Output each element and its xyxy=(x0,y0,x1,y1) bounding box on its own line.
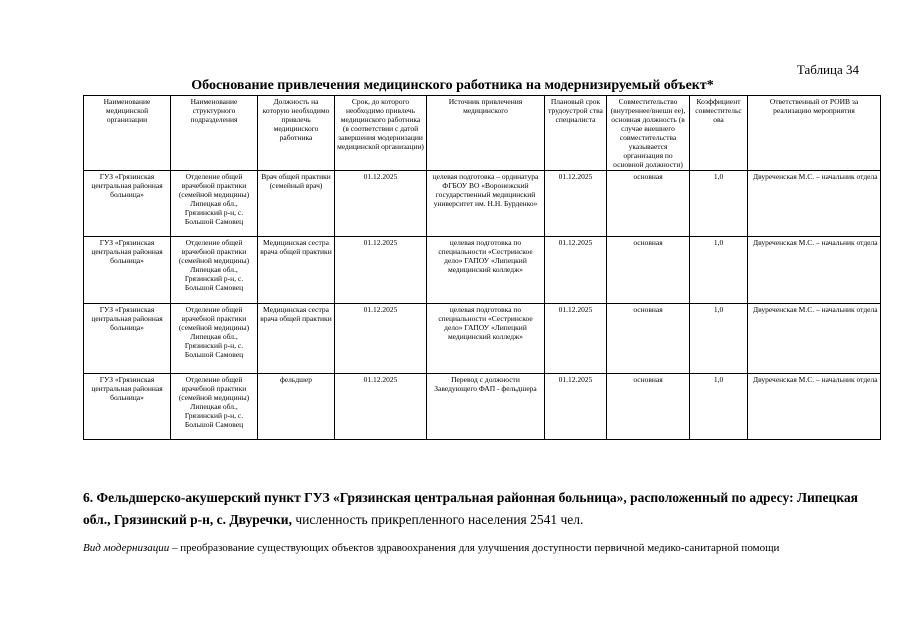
header-cell: Наименование структурного подразделения xyxy=(171,96,258,171)
header-cell: Коэффициент совместительс ова xyxy=(690,96,748,171)
table-cell: 01.12.2025 xyxy=(335,237,427,304)
table-cell: Двуреченская М.С. – начальник отдела xyxy=(748,304,881,374)
table-cell: Двуреченская М.С. – начальник отдела xyxy=(748,237,881,304)
table-cell: Врач общей практики (семейный врач) xyxy=(258,171,335,237)
header-row xyxy=(84,96,881,171)
table-row xyxy=(84,304,881,374)
table-cell: основная xyxy=(607,237,690,304)
justification-table xyxy=(83,95,881,440)
table-cell: Отделение общей врачебной практики (семейной медицины) Липецкая обл., Грязинский р-н, с. Большой Самовец xyxy=(171,171,258,237)
table-cell: 1,0 xyxy=(690,374,748,440)
table-cell: Отделение общей врачебной практики (семейной медицины) Липецкая обл., Грязинский р-н, с. Большой Самовец xyxy=(171,237,258,304)
table-number: Таблица 34 xyxy=(796,62,859,77)
table-cell: целевая подготовка – ординатура ФГБОУ ВО «Воронежский государственный медицинский университет им. Н.Н. Бурденко» xyxy=(427,171,545,237)
section-heading-bold: 6. Фельдшерско-акушерский пункт ГУЗ «Грязинская центральная районная больница», расположенный по адресу: Липецкая обл., Грязинский р-н, с. Двуречки, xyxy=(83,490,858,527)
table-cell: Двуреченская М.С. – начальник отдела xyxy=(748,171,881,237)
header-cell: Должность на которую необходимо привлечь медицинского работника xyxy=(258,96,335,171)
modernization-label: Вид модернизации xyxy=(83,542,170,554)
table-cell: 01.12.2025 xyxy=(335,304,427,374)
modernization-type xyxy=(83,540,843,557)
table-cell: основная xyxy=(607,171,690,237)
table-cell: Отделение общей врачебной практики (семейной медицины) Липецкая обл., Грязинский р-н, с. Большой Самовец xyxy=(171,374,258,440)
table-cell: ГУЗ «Грязинская центральная районная больница» xyxy=(84,237,171,304)
table-cell: Перевод с должности Заведующего ФАП - фельдшера xyxy=(427,374,545,440)
table-cell: 01.12.2025 xyxy=(545,374,607,440)
header-cell: Наименование медицинской организации xyxy=(84,96,171,171)
header-cell: Источник привлечения медицинского xyxy=(427,96,545,171)
section-heading xyxy=(83,487,873,531)
table-cell: основная xyxy=(607,304,690,374)
modernization-text: – преобразование существующих объектов здравоохранения для улучшения доступности первичной медико-санитарной помощи xyxy=(169,542,780,554)
table-cell: Отделение общей врачебной практики (семейной медицины) Липецкая обл., Грязинский р-н, с. Большой Самовец xyxy=(171,304,258,374)
table-cell: 01.12.2025 xyxy=(545,237,607,304)
table-row xyxy=(84,237,881,304)
table-cell: целевая подготовка по специальности «Сестринское дело» ГАПОУ «Липецкий медицинский колледж» xyxy=(427,304,545,374)
table-row xyxy=(84,171,881,237)
table-cell: ГУЗ «Грязинская центральная районная больница» xyxy=(84,171,171,237)
table-cell: Двуреченская М.С. – начальник отдела xyxy=(748,374,881,440)
table-cell: целевая подготовка по специальности «Сестринское дело» ГАПОУ «Липецкий медицинский колледж» xyxy=(427,237,545,304)
table-cell: 1,0 xyxy=(690,304,748,374)
table-title: Обоснование привлечения медицинского работника на модернизируемый объект* xyxy=(191,78,714,93)
table-cell: фельдшер xyxy=(258,374,335,440)
table-row xyxy=(84,374,881,440)
section-heading-population: численность прикрепленного населения 2541 чел. xyxy=(291,512,584,527)
table-cell: основная xyxy=(607,374,690,440)
table-cell: 01.12.2025 xyxy=(335,374,427,440)
table-cell: Медицинская сестра врача общей практики xyxy=(258,237,335,304)
table-cell: 01.12.2025 xyxy=(335,171,427,237)
header-cell: Срок, до которого необходимо привлечь медицинского работника (в соответствии с датой завершения модернизации медицинской организации) xyxy=(335,96,427,171)
header-cell: Совместительство (внутреннее/внешн ее), основная должность (в случае внешнего совместительства указывается организация по основной должности) xyxy=(607,96,690,171)
table-cell: ГУЗ «Грязинская центральная районная больница» xyxy=(84,374,171,440)
table-cell: 01.12.2025 xyxy=(545,171,607,237)
table-cell: Медицинская сестра врача общей практики xyxy=(258,304,335,374)
table-cell: 1,0 xyxy=(690,237,748,304)
table-cell: 1,0 xyxy=(690,171,748,237)
table-cell: 01.12.2025 xyxy=(545,304,607,374)
header-cell: Плановый срок трудоустрой ства специалиста xyxy=(545,96,607,171)
table-cell: ГУЗ «Грязинская центральная районная больница» xyxy=(84,304,171,374)
header-cell: Ответственный от РОИВ за реализацию мероприятия xyxy=(748,96,881,171)
